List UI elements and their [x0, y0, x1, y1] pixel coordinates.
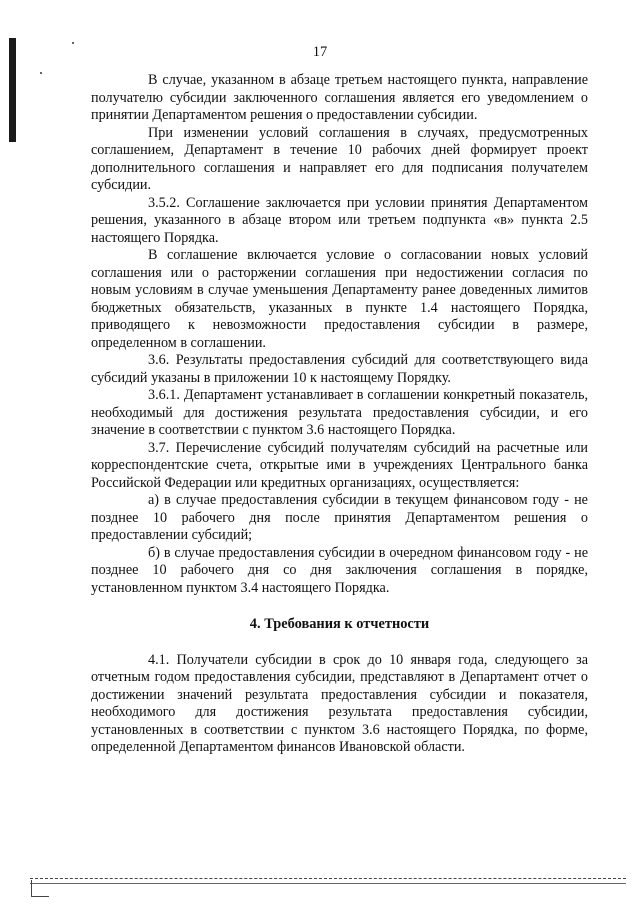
list-item: б) в случае предоставления субсидии в очередном финансовом году - не позднее 10 рабочего дня со дня заключения соглашения в порядке, установленном пунктом 3.4 настоящего Порядка.	[91, 544, 588, 596]
paragraph: 3.5.2. Соглашение заключается при условии принятия Департаментом решения, указанного в абзаце втором или третьем подпункта «в» пункта 2.5 настоящего Порядка.	[91, 194, 588, 246]
paragraph: При изменении условий соглашения в случаях, предусмотренных соглашением, Департамент в течение 10 рабочих дней формирует проект дополнительного соглашения и направляет его для подписания получателем субсидии.	[91, 124, 588, 193]
paragraph: В случае, указанном в абзаце третьем настоящего пункта, направление получателю субсидии заключенного соглашения является его уведомлением о принятии Департаментом решения о предоставлении субсидии.	[91, 72, 588, 123]
list-item: а) в случае предоставления субсидии в текущем финансовом году - не позднее 10 рабочего дня после принятия Департаментом решения о предоставлении субсидий;	[91, 492, 588, 543]
scan-speck	[40, 72, 42, 74]
paragraph: 3.6.1. Департамент устанавливает в соглашении конкретный показатель, необходимый для достижения результата предоставления субсидии, и его значение в соответствии с пунктом 3.6 настоящего Порядка.	[91, 387, 588, 438]
corner-mark	[31, 880, 32, 896]
spacer	[91, 597, 588, 616]
paragraph: В соглашение включается условие о согласовании новых условий соглашения или о расторжении соглашения при недостижении согласия по новым условиям в случае уменьшения Департаменту ранее доведенных лимитов бюджетных обязательств, указанных в пункте 1.4 настоящего Порядка, приводящего к невозможности предоставления субсидии в размере, определенном в соглашении.	[91, 247, 588, 351]
page-number: 17	[312, 44, 328, 60]
footer-rule	[30, 883, 626, 884]
paragraph: 3.6. Результаты предоставления субсидий для соответствующего вида субсидий указаны в приложении 10 к настоящему Порядку.	[91, 352, 588, 386]
paragraph: 4.1. Получатели субсидии в срок до 10 января года, следующего за отчетным годом предоставления субсидии, представляют в Департамент отчет о достижении значений результата предоставления субсидии и показателя, необходимого для достижения результата предоставления субсидии, установленных в соответствии с пунктом 3.6 настоящего Порядка, по форме, определенной Департаментом финансов Ивановской области.	[91, 651, 588, 755]
section-heading: 4. Требования к отчетности	[249, 616, 430, 632]
corner-mark	[31, 896, 49, 897]
footer-rule	[30, 878, 626, 880]
paragraph: 3.7. Перечисление субсидий получателям субсидий на расчетные или корреспондентские счета, открытые ими в учреждениях Центрального банка Российской Федерации или кредитных организациях, осуществляется:	[91, 439, 588, 491]
spacer	[91, 634, 588, 652]
document-body	[91, 72, 588, 757]
